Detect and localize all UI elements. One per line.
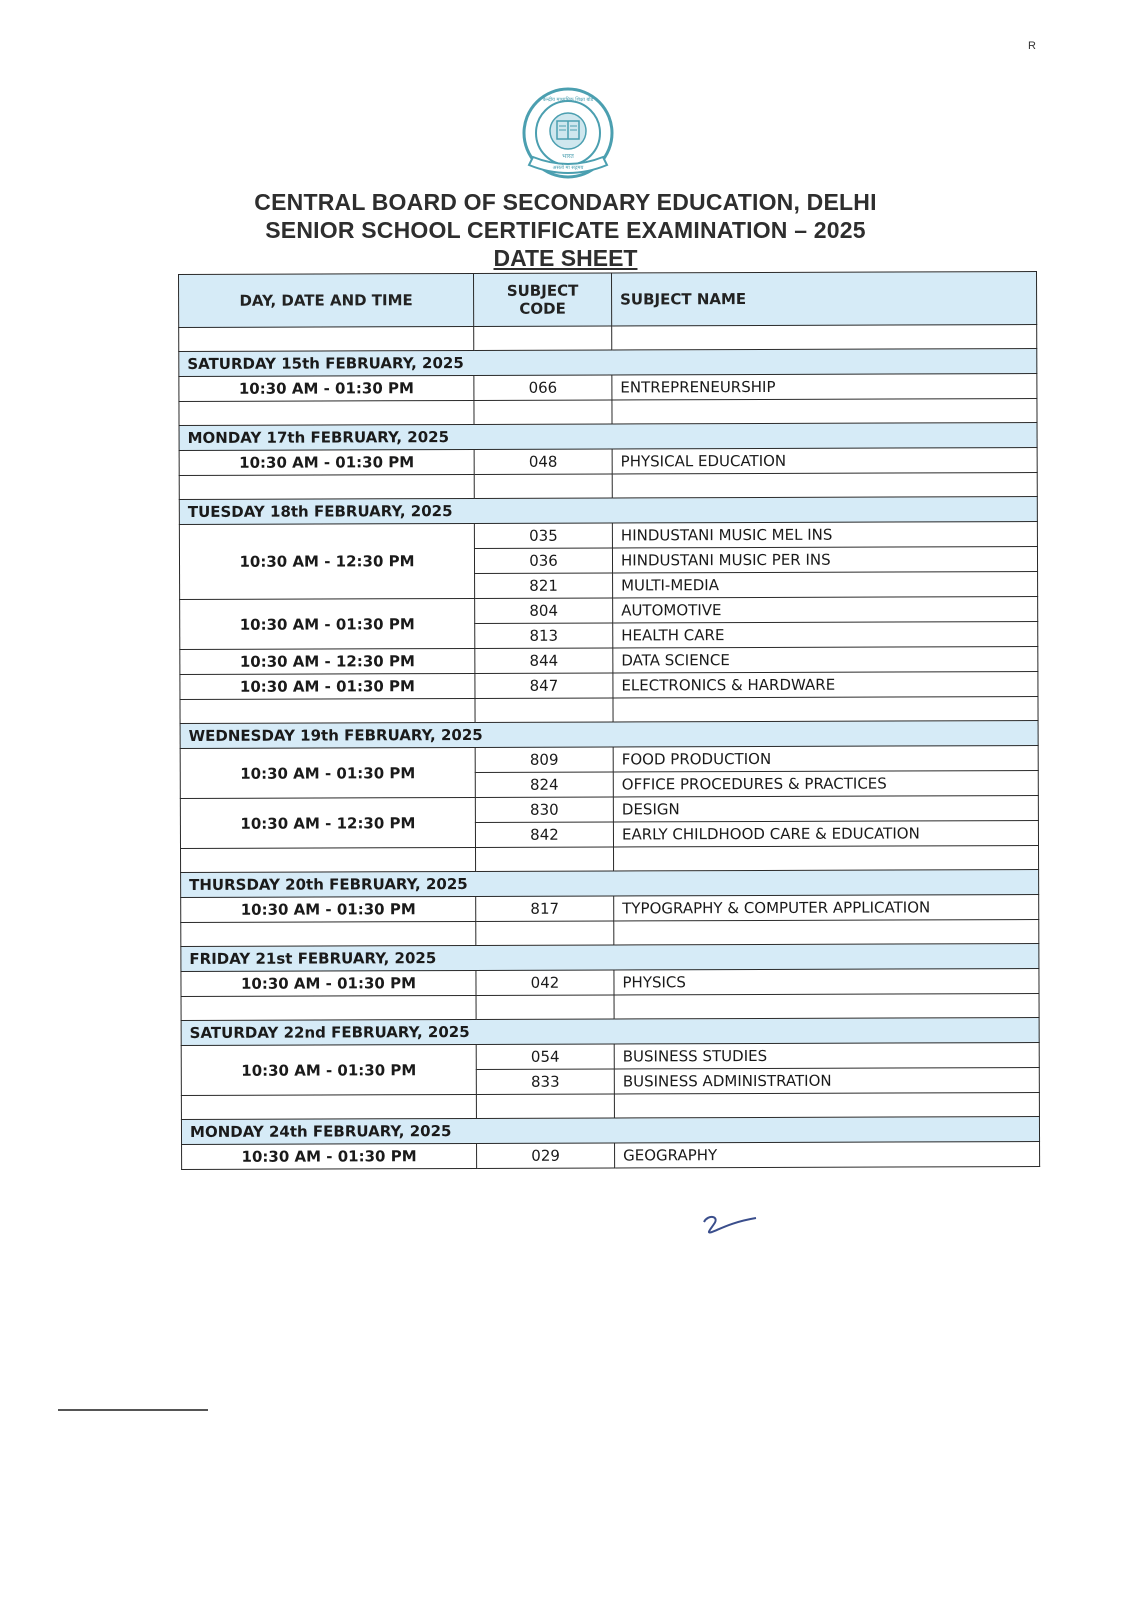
table-row [179,522,1037,550]
spacer-row [179,399,1037,426]
empty-cell [476,1094,614,1118]
column-header-name: SUBJECT NAME [611,272,1036,326]
subject-name: HINDUSTANI MUSIC MEL INS [612,522,1037,548]
empty-cell [612,473,1037,498]
empty-cell [613,697,1038,722]
day-row [181,943,1039,971]
empty-cell [614,993,1039,1018]
exam-time: 10:30 AM - 01:30 PM [180,747,475,798]
empty-cell [612,399,1037,424]
spacer-row [181,1092,1039,1119]
table-row [180,597,1038,625]
empty-cell [614,1092,1039,1117]
empty-cell [612,325,1037,350]
exam-time: 10:30 AM - 01:30 PM [181,970,476,996]
exam-day: SATURDAY 22nd FEBRUARY, 2025 [181,1017,1039,1045]
document-header [0,188,1131,272]
day-row [180,721,1038,749]
empty-cell [474,474,612,498]
exam-time: 10:30 AM - 01:30 PM [181,896,476,922]
subject-code: 821 [475,573,613,598]
subject-name: DATA SCIENCE [613,647,1038,673]
spacer-row [180,697,1038,724]
logo-middle-text: भारत [562,153,574,160]
subject-name: ELECTRONICS & HARDWARE [613,672,1038,698]
subject-name: GEOGRAPHY [615,1141,1040,1167]
table-row [181,894,1039,922]
empty-cell [614,845,1039,870]
empty-cell [474,326,612,350]
day-row [181,1017,1039,1045]
empty-cell [614,919,1039,944]
empty-cell [179,400,474,425]
subject-name: ENTREPRENEURSHIP [612,374,1037,400]
table-header-row [179,272,1037,328]
exam-time: 10:30 AM - 01:30 PM [179,375,474,401]
footer-rule [58,1409,208,1411]
subject-code: 035 [474,523,612,548]
subject-name: FOOD PRODUCTION [613,746,1038,772]
logo-top-text: केन्द्रीय माध्यमिक शिक्षा बोर्ड [542,97,594,103]
empty-cell [474,400,612,424]
table-row [182,1141,1040,1169]
subject-name: TYPOGRAPHY & COMPUTER APPLICATION [614,894,1039,920]
table-row [179,374,1037,402]
empty-cell [476,995,614,1019]
day-row [179,497,1037,525]
subject-code: 036 [474,548,612,573]
subject-code: 054 [476,1044,614,1069]
empty-cell [181,995,476,1020]
exam-day: MONDAY 24th FEBRUARY, 2025 [181,1116,1039,1144]
table-row [180,746,1038,774]
table-row [180,796,1038,824]
exam-time: 10:30 AM - 01:30 PM [180,598,475,649]
exam-day: SATURDAY 15th FEBRUARY, 2025 [179,349,1037,377]
exam-day: TUESDAY 18th FEBRUARY, 2025 [179,497,1037,525]
exam-time: 10:30 AM - 12:30 PM [179,523,474,599]
exam-day: THURSDAY 20th FEBRUARY, 2025 [181,869,1039,897]
logo-bottom-text: असतो मा सद्गमय [552,165,584,171]
table-row [180,647,1038,675]
subject-code: 847 [475,673,613,698]
cbse-logo [515,85,621,191]
column-header-day: DAY, DATE AND TIME [179,273,474,327]
exam-day: FRIDAY 21st FEBRUARY, 2025 [181,943,1039,971]
subject-code: 824 [475,772,613,797]
subject-name: AUTOMOTIVE [613,597,1038,623]
spacer-row [179,473,1037,500]
table-row [179,448,1037,476]
table-row [181,968,1039,996]
subject-name: MULTI-MEDIA [613,572,1038,598]
table-row [181,1042,1039,1070]
spacer-row [181,919,1039,946]
subject-code: 066 [474,375,612,400]
day-row [181,869,1039,897]
spacer-row [181,845,1039,872]
empty-cell [179,474,474,499]
signature [700,1212,760,1242]
empty-cell [181,921,476,946]
subject-name: BUSINESS ADMINISTRATION [614,1067,1039,1093]
empty-cell [476,847,614,871]
empty-cell [180,698,475,723]
date-sheet-table [178,271,1040,1170]
subject-code: 830 [475,797,613,822]
table-row [180,672,1038,700]
subject-name: HINDUSTANI MUSIC PER INS [612,547,1037,573]
day-row [179,423,1037,451]
table-body [179,325,1040,1170]
subject-name: DESIGN [613,796,1038,822]
empty-cell [475,698,613,722]
corner-mark: R [1028,40,1036,52]
exam-title: SENIOR SCHOOL CERTIFICATE EXAMINATION – 2025 [265,217,866,243]
subject-name: EARLY CHILDHOOD CARE & EDUCATION [613,820,1038,846]
subject-code: 804 [475,598,613,623]
subject-code: 048 [474,449,612,474]
exam-day: WEDNESDAY 19th FEBRUARY, 2025 [180,721,1038,749]
subject-name: PHYSICAL EDUCATION [612,448,1037,474]
exam-day: MONDAY 17th FEBRUARY, 2025 [179,423,1037,451]
exam-time: 10:30 AM - 12:30 PM [180,648,475,674]
exam-time: 10:30 AM - 01:30 PM [182,1143,477,1169]
exam-time: 10:30 AM - 01:30 PM [181,1044,476,1095]
subject-code: 842 [475,822,613,847]
subject-code: 029 [477,1143,615,1168]
subject-code: 817 [476,896,614,921]
subject-name: HEALTH CARE [613,622,1038,648]
empty-cell [179,326,474,351]
subject-code: 833 [476,1069,614,1094]
spacer-row [179,325,1037,352]
subject-code: 813 [475,623,613,648]
date-sheet-title: DATE SHEET [493,245,638,271]
exam-time: 10:30 AM - 12:30 PM [180,797,475,848]
exam-time: 10:30 AM - 01:30 PM [180,673,475,699]
subject-code: 809 [475,747,613,772]
day-row [179,349,1037,377]
spacer-row [181,993,1039,1020]
subject-name: PHYSICS [614,968,1039,994]
subject-name: BUSINESS STUDIES [614,1042,1039,1068]
board-title: CENTRAL BOARD OF SECONDARY EDUCATION, DELHI [254,189,877,215]
empty-cell [181,1094,476,1119]
empty-cell [476,921,614,945]
subject-code: 844 [475,648,613,673]
subject-code: 042 [476,970,614,995]
column-header-code: SUBJECT CODE [473,273,611,326]
exam-time: 10:30 AM - 01:30 PM [179,449,474,475]
empty-cell [181,847,476,872]
day-row [181,1116,1039,1144]
subject-name: OFFICE PROCEDURES & PRACTICES [613,771,1038,797]
